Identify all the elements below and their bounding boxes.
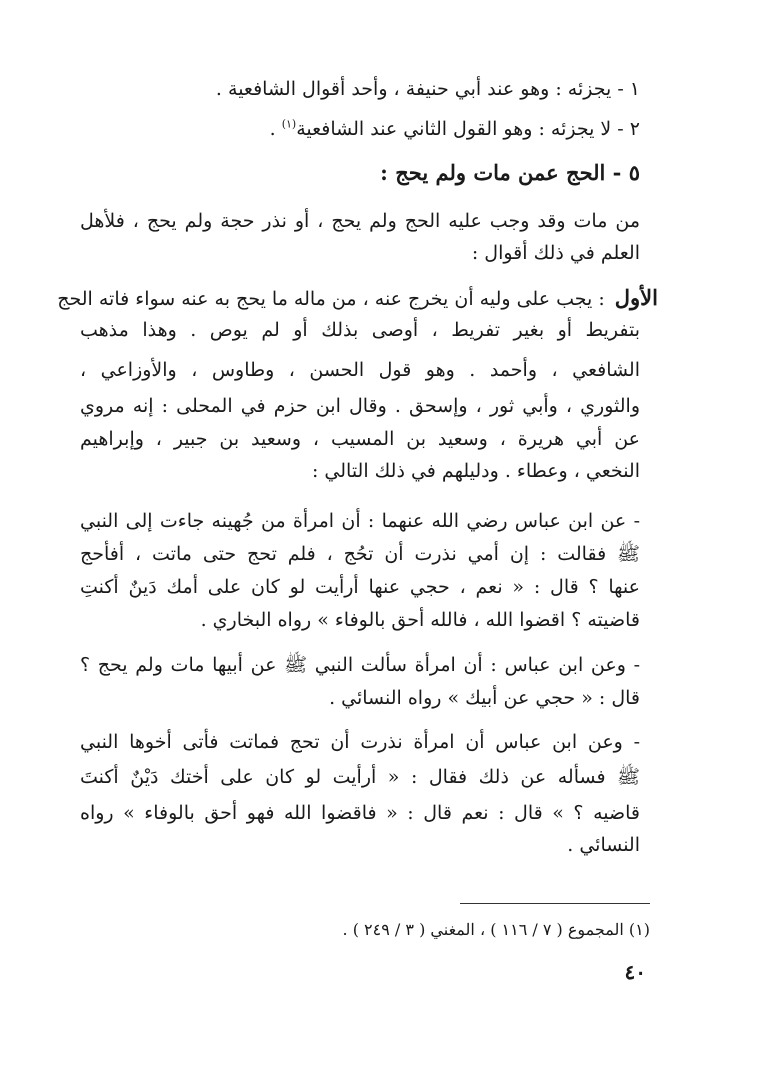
- text-line-7: [80, 315, 640, 345]
- hadith-3-line-4: [80, 830, 640, 860]
- line-text: الشافعي ، وأحمد . وهو قول الحسن ، وطاوس ، والأوزاعي ،: [80, 359, 640, 381]
- text-line-5: [80, 238, 640, 268]
- text-line-2: [80, 114, 640, 144]
- line-text: - وعن ابن عباس أن امرأة نذرت أن تحج فماتت فأتى أخوها النبي: [80, 731, 640, 753]
- line-tail: .: [269, 118, 282, 140]
- hadith-1-line-1: [80, 506, 640, 536]
- footnote-marker: (١): [281, 117, 297, 131]
- section-heading: [80, 158, 640, 188]
- line-text: النسائي .: [567, 834, 640, 856]
- footnote: (١) المجموع ( ٧ / ١١٦ ) ، المغني ( ٣ / ٢٤٩ ) .: [342, 920, 650, 939]
- text-line-6: [57, 283, 658, 314]
- line-text: ١ - يجزئه : وهو عند أبي حنيفة ، وأحد أقوال الشافعية .: [215, 78, 640, 100]
- text-line-11: [80, 456, 640, 486]
- hadith-2-line-1: [80, 650, 640, 680]
- hadith-1-line-3: [80, 572, 640, 602]
- hadith-3-line-1: [80, 727, 640, 757]
- line-text: قال : « حجي عن أبيك » رواه النسائي .: [329, 687, 640, 709]
- line-text: من مات وقد وجب عليه الحج ولم يحج ، أو نذر حجة ولم يحج ، فلأهل: [80, 210, 640, 232]
- text-line-1: [80, 74, 640, 104]
- line-text: ﷺ فسأله عن ذلك فقال : « أرأيت لو كان على أختك دَيْنٌ أكنتَ: [80, 766, 640, 788]
- line-text: عن أبي هريرة ، وسعيد بن المسيب ، وسعيد بن جبير ، وإبراهيم: [80, 428, 640, 450]
- text-line-8: [80, 355, 640, 385]
- line-text: والثوري ، وأبي ثور ، وإسحق . وقال ابن حزم في المحلى : إنه مروي: [80, 395, 640, 417]
- hadith-2-line-2: [80, 683, 640, 713]
- line-text: قاضيه ؟ » قال : نعم قال : « فاقضوا الله فهو أحق بالوفاء » رواه: [80, 802, 640, 824]
- text-line-4: [80, 206, 640, 236]
- line-text: قاضيته ؟ اقضوا الله ، فالله أحق بالوفاء » رواه البخاري .: [200, 609, 640, 631]
- line-text: - عن ابن عباس رضي الله عنهما : أن امرأة من جُهينه جاءت إلى النبي: [80, 510, 640, 532]
- heading-text: ٥ - الحج عمن مات ولم يحج :: [380, 160, 640, 185]
- text-line-9: [80, 391, 640, 421]
- text-line-10: [80, 424, 640, 454]
- hadith-3-line-3: [80, 798, 640, 828]
- line-text: العلم في ذلك أقوال :: [471, 242, 640, 264]
- hadith-1-line-4: [80, 605, 640, 635]
- line-text: ﷺ فقالت : إن أمي نذرت أن تحُج ، فلم تحج حتى ماتت ، أفأحج: [80, 543, 640, 565]
- line-text: : يجب على وليه أن يخرج عنه ، من ماله ما يحج به عنه سواء فاته الحج: [57, 288, 611, 310]
- page-number: ٤٠: [624, 960, 646, 984]
- line-text: النخعي ، وعطاء . ودليلهم في ذلك التالي :: [311, 460, 640, 482]
- hadith-3-line-2: [80, 762, 640, 792]
- line-text: ٢ - لا يجزئه : وهو القول الثاني عند الشافعية: [296, 118, 640, 140]
- line-text: - وعن ابن عباس : أن امرأة سألت النبي ﷺ عن أبيها مات ولم يحج ؟: [80, 654, 640, 676]
- first-opinion-label: الأول: [614, 285, 658, 310]
- footnote-divider: [460, 903, 650, 904]
- line-text: عنها ؟ قال : « نعم ، حجي عنها أرأيت لو كان على أمك دَينٌ أكنتِ: [80, 576, 640, 598]
- line-text: بتفريط أو بغير تفريط ، أوصى بذلك أو لم يوص . وهذا مذهب: [80, 319, 640, 341]
- hadith-1-line-2: [80, 539, 640, 569]
